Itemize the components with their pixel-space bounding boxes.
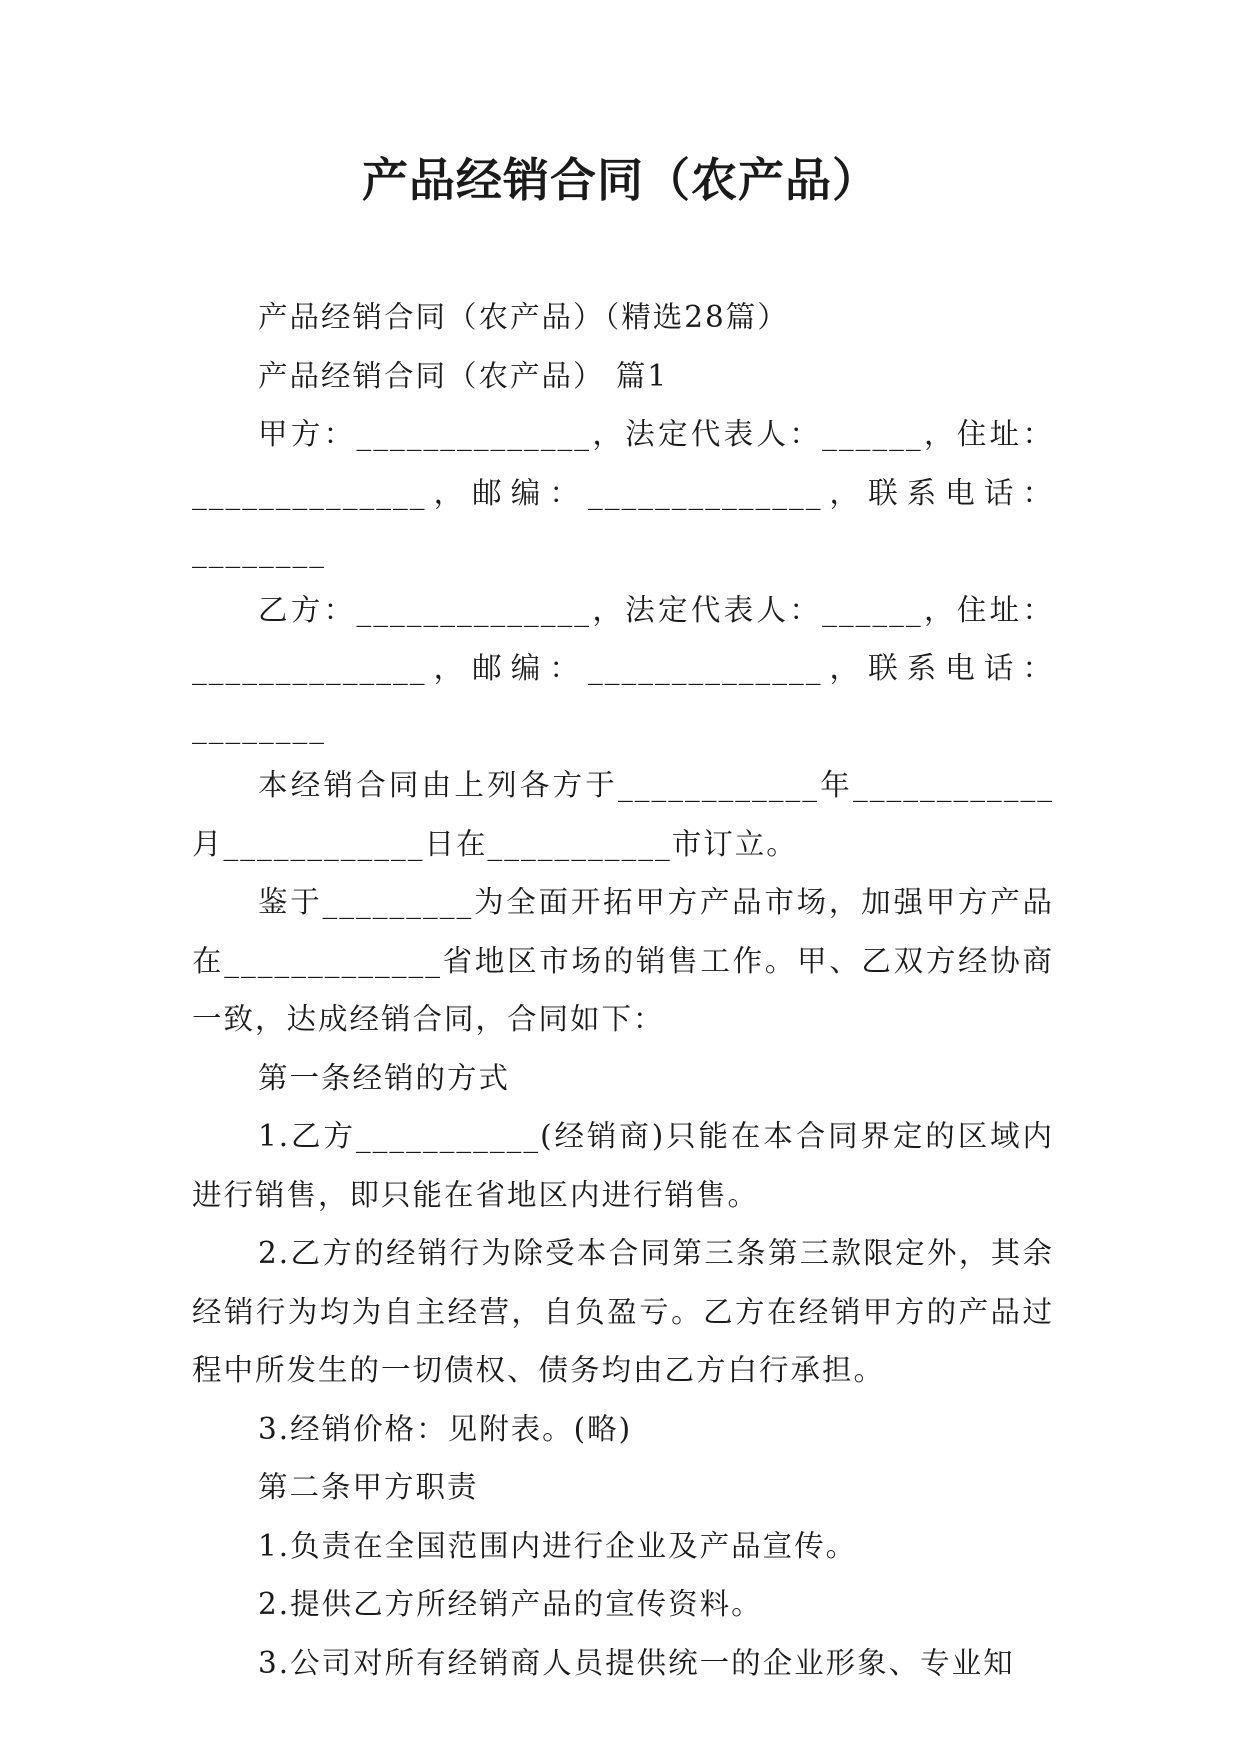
party-a-paragraph: 甲方：______________，法定代表人：______，住址：______________，邮编：______________，联系电话：________ (192, 417, 1054, 568)
paragraph: 1.负责在全国范围内进行企业及产品宣传。 (258, 1528, 858, 1563)
section-heading: 第一条经销的方式 (258, 1060, 511, 1095)
party-b-paragraph: 乙方：______________，法定代表人：______，住址：______________，邮编：______________，联系电话：________ (192, 592, 1054, 744)
section-heading: 第二条甲方职责 (258, 1470, 479, 1504)
paragraph: 2.乙方的经销行为除受本合同第三条第三款限定外，其余经销行为均为自主经营，自负盈亏。乙方在经销甲方的产品过程中所发生的一切债权、债务均由乙方白行承担。 (192, 1236, 1054, 1387)
document-body (192, 288, 1054, 1692)
paragraph: 2.提供乙方所经销产品的宣传资料。 (258, 1587, 763, 1621)
paragraph: 产品经销合同（农产品） 篇1 (258, 358, 669, 393)
paragraph: 鉴于_________为全面开拓甲方产品市场，加强甲方产品在_____________省地区市场的销售工作。甲、乙双方经协商一致，达成经销合同，合同如下： (192, 885, 1054, 1036)
paragraph: 3.经销价格：见附表。(略) (258, 1411, 633, 1446)
document-title: 产品经销合同（农产品） (362, 153, 879, 207)
paragraph: 1.乙方___________(经销商)只能在本合同界定的区域内进行销售，即只能在省地区内进行销售。 (192, 1119, 1054, 1212)
paragraph: 产品经销合同（农产品）（精选28篇） (258, 300, 789, 334)
paragraph: 3.公司对所有经销商人员提供统一的企业形象、专业知 (258, 1645, 1015, 1680)
paragraph: 本经销合同由上列各方于____________年____________月____________日在___________市订立。 (192, 768, 1054, 861)
